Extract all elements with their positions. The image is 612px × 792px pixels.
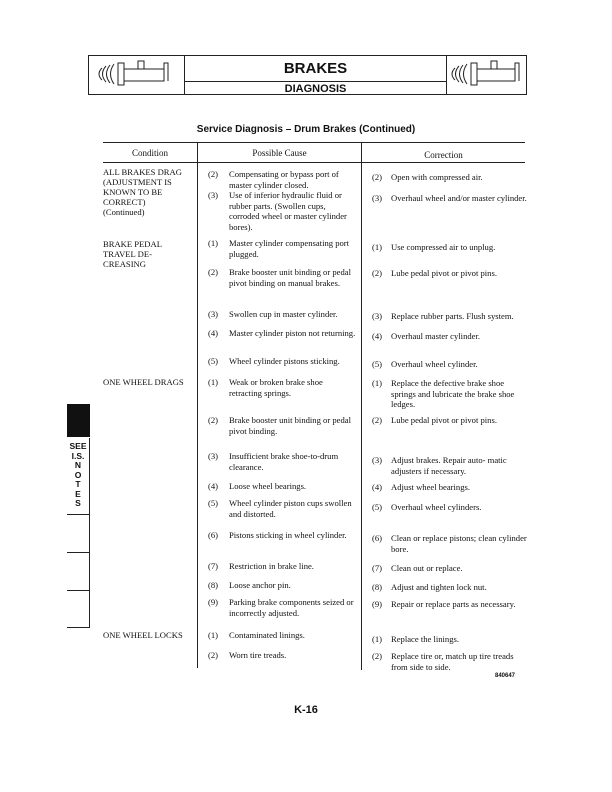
- side-tab-rule: [67, 514, 90, 515]
- correction-number: (1): [372, 634, 383, 644]
- correction-number: (4): [372, 482, 383, 492]
- column-header-condition: Condition: [131, 148, 168, 158]
- column-divider: [197, 142, 198, 668]
- table-header-rule: [103, 162, 525, 163]
- correction-number: (3): [372, 311, 383, 321]
- correction: Overhaul wheel cylinder.: [391, 359, 478, 369]
- possible-cause: Insufficient brake shoe-to-drum clearance.: [229, 451, 339, 472]
- cause-number: (1): [208, 377, 219, 387]
- correction: Adjust and tighten lock nut.: [391, 582, 487, 592]
- cause-number: (3): [208, 190, 219, 200]
- cause-number: (8): [208, 580, 219, 590]
- side-tab-rule: [67, 590, 90, 591]
- cause-number: (3): [208, 309, 219, 319]
- cause-number: (7): [208, 561, 219, 571]
- possible-cause: Master cylinder compensating port plugged.: [229, 238, 350, 259]
- correction-number: (5): [372, 359, 383, 369]
- correction: Overhaul wheel and/or master cylinder.: [391, 193, 527, 203]
- correction: Overhaul master cylinder.: [391, 331, 481, 341]
- cause-number: (2): [208, 169, 219, 179]
- possible-cause: Wheel cylinder piston cups swollen and distorted.: [229, 498, 352, 519]
- correction-number: (4): [372, 331, 383, 341]
- possible-cause: Parking brake components seized or incorrectly adjusted.: [229, 597, 354, 618]
- column-header-correction: Correction: [424, 150, 463, 160]
- cause-number: (5): [208, 498, 219, 508]
- correction: Replace the defective brake shoe springs and lubricate the brake shoe ledges.: [391, 378, 515, 409]
- correction: Replace the linings.: [391, 634, 460, 644]
- header-divider: [185, 81, 446, 82]
- correction-number: (5): [372, 502, 383, 512]
- side-tab-notes: N O T E S: [74, 460, 82, 508]
- correction-number: (1): [372, 242, 383, 252]
- possible-cause: Swollen cup in master cylinder.: [229, 309, 338, 319]
- side-tab-border: [89, 438, 90, 628]
- correction-number: (6): [372, 533, 383, 543]
- cause-number: (1): [208, 630, 219, 640]
- correction: Adjust wheel bearings.: [391, 482, 470, 492]
- condition-label: ONE WHEEL LOCKS: [103, 630, 183, 640]
- correction: Replace tire or, match up tire treads from side to side.: [391, 651, 514, 672]
- cause-number: (2): [208, 267, 219, 277]
- correction-number: (1): [372, 378, 383, 388]
- possible-cause: Loose wheel bearings.: [229, 481, 307, 491]
- correction: Lube pedal pivot or pivot pins.: [391, 415, 497, 425]
- side-tab-rule: [67, 552, 90, 553]
- correction: Use compressed air to unplug.: [391, 242, 496, 252]
- correction-number: (2): [372, 651, 383, 661]
- possible-cause: Compensating or bypass port of master cylinder closed.: [229, 169, 339, 190]
- column-header-cause: Possible Cause: [252, 148, 307, 158]
- cause-number: (9): [208, 597, 219, 607]
- possible-cause: Weak or broken brake shoe retracting springs.: [229, 377, 323, 398]
- correction: Overhaul wheel cylinders.: [391, 502, 482, 512]
- possible-cause: Master cylinder piston not returning.: [229, 328, 356, 338]
- correction-number: (2): [372, 415, 383, 425]
- condition-label: ALL BRAKES DRAG (ADJUSTMENT IS KNOWN TO BE CORRECT) (Continued): [103, 167, 182, 217]
- table-title: Service Diagnosis – Drum Brakes (Continued): [196, 124, 416, 135]
- header-title: BRAKES: [283, 60, 348, 77]
- correction: Replace rubber parts. Flush system.: [391, 311, 514, 321]
- correction: Adjust brakes. Repair auto- matic adjusters if necessary.: [391, 455, 507, 476]
- correction: Clean or replace pistons; clean cylinder bore.: [391, 533, 527, 554]
- possible-cause: Brake booster unit binding or pedal pivot binding on manual brakes.: [229, 267, 351, 288]
- correction-number: (3): [372, 455, 383, 465]
- figure-number: 840647: [495, 673, 516, 679]
- side-tab-rule: [67, 627, 90, 628]
- correction-number: (8): [372, 582, 383, 592]
- side-tab-see: SEE: [69, 441, 87, 451]
- condition-label: ONE WHEEL DRAGS: [103, 377, 184, 387]
- correction-number: (2): [372, 172, 383, 182]
- cause-number: (1): [208, 238, 219, 248]
- correction: Clean out or replace.: [391, 563, 463, 573]
- table-top-rule: [103, 142, 525, 143]
- master-cylinder-illustration-right: [446, 55, 527, 95]
- correction-number: (7): [372, 563, 383, 573]
- correction: Open with compressed air.: [391, 172, 483, 182]
- cause-number: (2): [208, 415, 219, 425]
- possible-cause: Wheel cylinder pistons sticking.: [229, 356, 340, 366]
- possible-cause: Restriction in brake line.: [229, 561, 314, 571]
- correction: Lube pedal pivot or pivot pins.: [391, 268, 497, 278]
- correction-number: (2): [372, 268, 383, 278]
- possible-cause: Worn tire treads.: [229, 650, 287, 660]
- cause-number: (3): [208, 451, 219, 461]
- cause-number: (4): [208, 328, 219, 338]
- side-tab-marker: [67, 404, 90, 437]
- column-divider: [361, 142, 362, 670]
- cause-number: (6): [208, 530, 219, 540]
- cause-number: (4): [208, 481, 219, 491]
- possible-cause: Use of inferior hydraulic fluid or rubber parts. (Swollen cups, corroded wheel or master cylinder bores).: [229, 190, 347, 232]
- possible-cause: Pistons sticking in wheel cylinder.: [229, 530, 347, 540]
- side-tab-label: [66, 441, 90, 509]
- header-subtitle: DIAGNOSIS: [284, 83, 347, 95]
- cause-number: (2): [208, 650, 219, 660]
- condition-label: BRAKE PEDAL TRAVEL DE- CREASING: [103, 239, 162, 269]
- possible-cause: Contaminated linings.: [229, 630, 305, 640]
- side-tab-is: I.S.: [71, 451, 85, 461]
- correction: Repair or replace parts as necessary.: [391, 599, 516, 609]
- possible-cause: Loose anchor pin.: [229, 580, 291, 590]
- possible-cause: Brake booster unit binding or pedal pivot binding.: [229, 415, 351, 436]
- cause-number: (5): [208, 356, 219, 366]
- correction-number: (3): [372, 193, 383, 203]
- page-number: K-16: [294, 704, 318, 716]
- master-cylinder-illustration-left: [88, 55, 185, 95]
- correction-number: (9): [372, 599, 383, 609]
